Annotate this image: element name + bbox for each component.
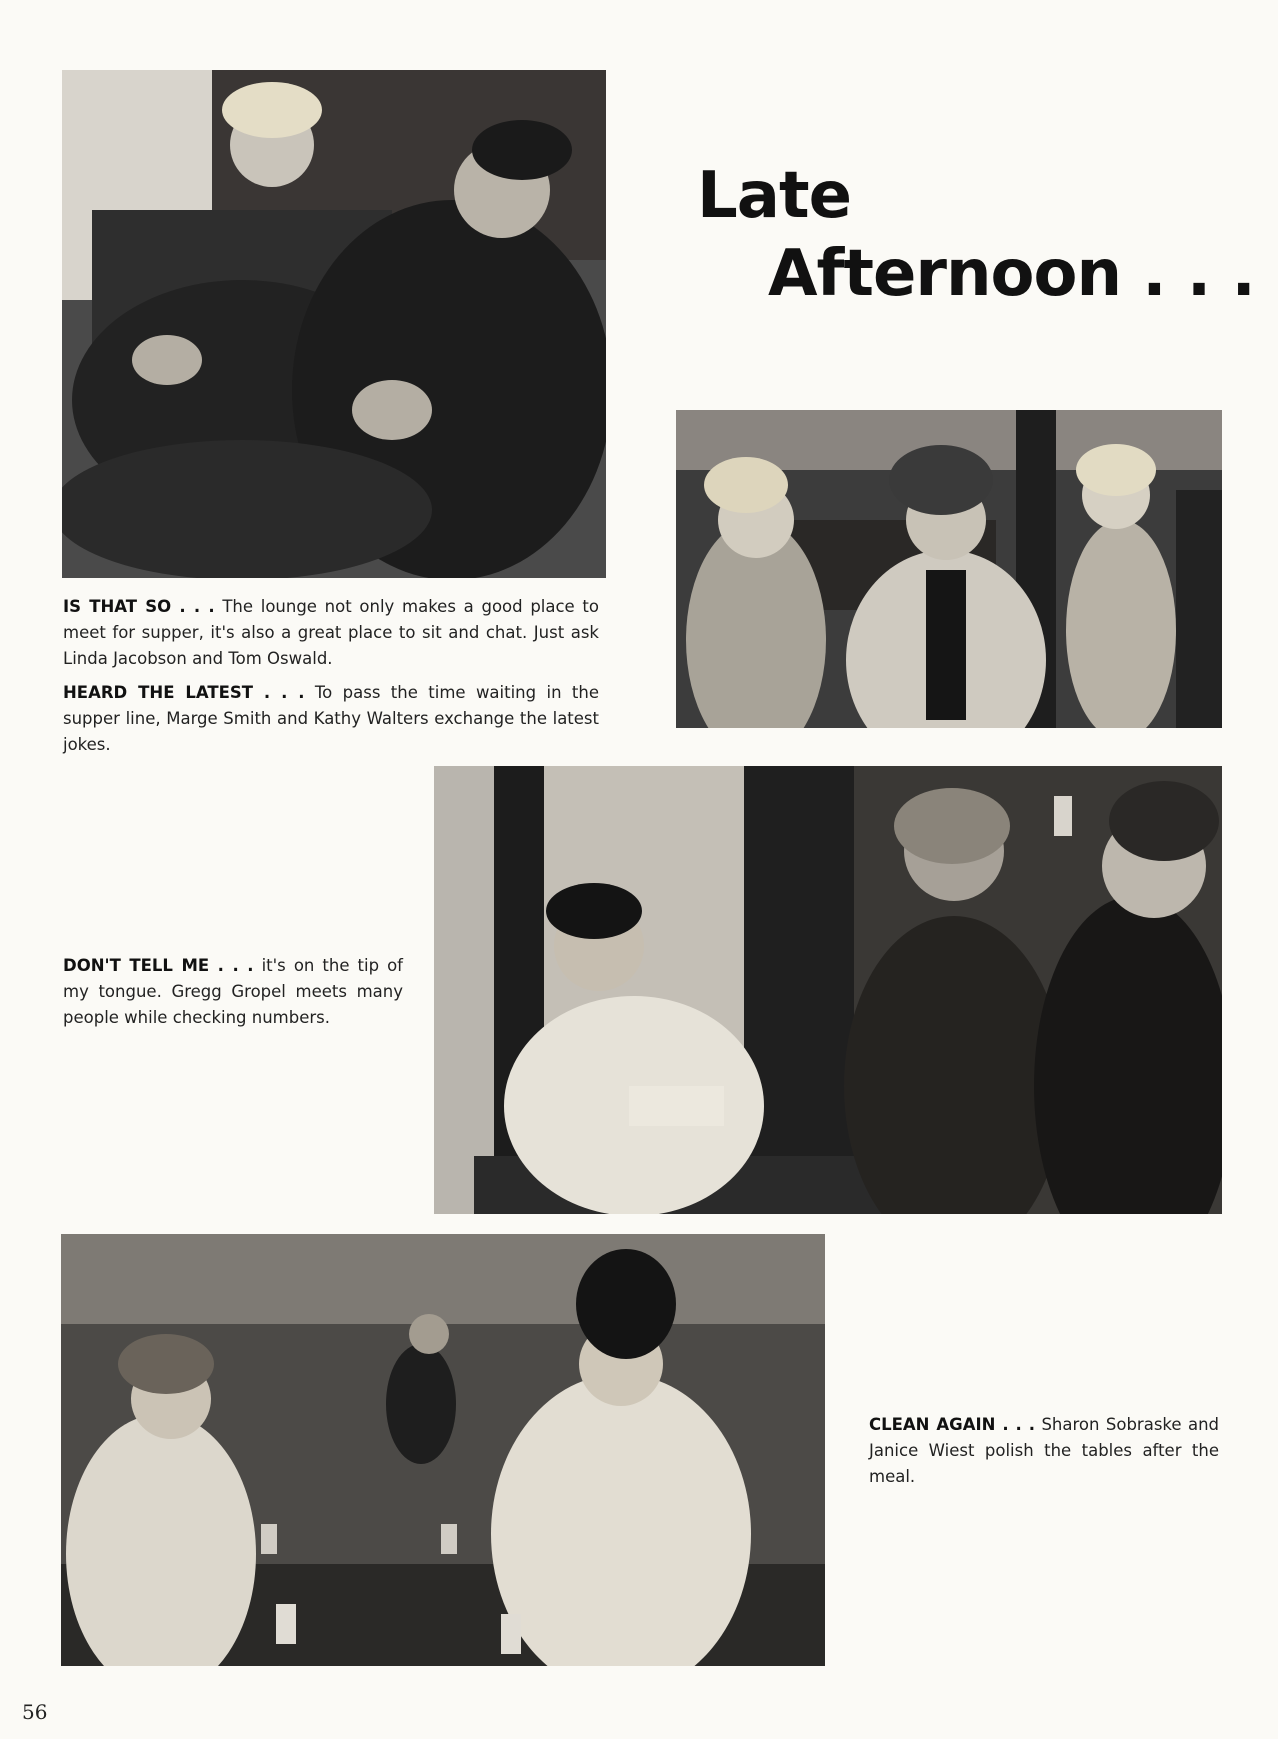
- photo-lounge: [62, 70, 606, 578]
- caption-lounge-lead: IS THAT SO . . .: [63, 597, 215, 616]
- caption-supper-line-text: To pass the time waiting in the supper line, Marge Smith and Kathy Walters exchange the latest jokes.: [63, 683, 600, 754]
- caption-checker-text: it's on the tip of my tongue. Gregg Gropel meets many people while checking numbers.: [63, 956, 403, 1027]
- caption-tables-text: Sharon Sobraske and Janice Wiest polish the tables after the meal.: [869, 1415, 1219, 1486]
- page-title-line-2: Afternoon . . .: [768, 237, 1255, 311]
- page-title-line-1: Late: [697, 159, 851, 233]
- caption-checker: [63, 953, 403, 1031]
- caption-supper-line-lead: HEARD THE LATEST . . .: [63, 683, 305, 702]
- photo-checker: [434, 766, 1222, 1214]
- photo-tables: [61, 1234, 825, 1666]
- caption-lounge: [63, 594, 599, 672]
- caption-checker-lead: DON'T TELL ME . . .: [63, 956, 254, 975]
- page-number: 56: [22, 1700, 48, 1724]
- caption-lounge-text: The lounge not only makes a good place to meet for supper, it's also a great place to sit and chat. Just ask Linda Jacobson and Tom Oswald.: [63, 597, 599, 668]
- caption-tables: [869, 1412, 1219, 1490]
- caption-tables-lead: CLEAN AGAIN . . .: [869, 1415, 1036, 1434]
- caption-supper-line: [63, 680, 599, 758]
- photo-supper-line: [676, 410, 1222, 728]
